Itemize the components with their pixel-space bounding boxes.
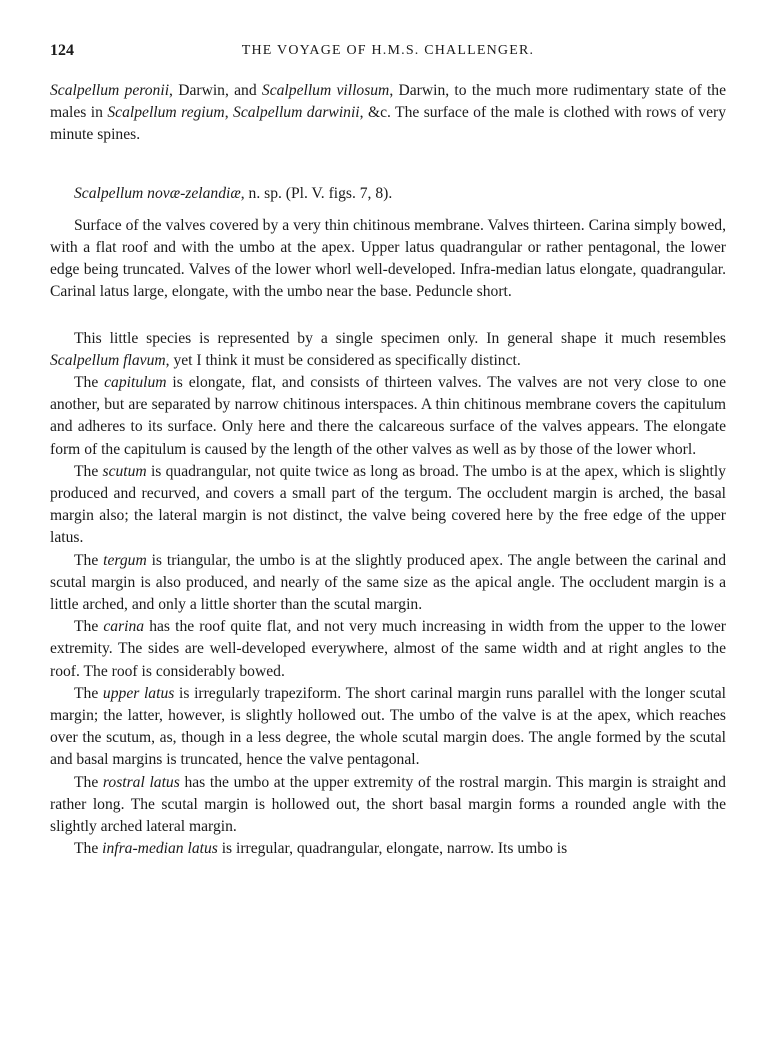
paragraph-upper-latus: The upper latus is irregularly trapeziform. The short carinal margin runs parallel with the longer scutal margin; the latter, however, is slightly hollowed out. The umbo of the valve is at the apex, which reaches over the scutum, as, though in a less degree, the whole scutal margin does. The angle formed by the scutal and basal margins is truncated, hence the valve pentagonal. (50, 684, 726, 769)
paragraph-carina: The carina has the roof quite flat, and not very much increasing in width from the upper to the lower extremity. The sides are well-developed everywhere, almost of the same width and at right angles to the roof. The roof is considerably bowed. (50, 618, 726, 680)
paragraph-tergum: The tergum is triangular, the umbo is at the slightly produced apex. The angle between the carinal and scutal margin is also produced, and nearly of the same size as the apical angle. The occludent margin is a little arched, and only a little shorter than the scutal margin. (50, 551, 726, 614)
paragraph-infra-median-latus: The infra-median latus is irregular, quadrangular, elongate, narrow. Its umbo is (74, 840, 568, 858)
page-number: 124 (50, 42, 74, 59)
species-name: Scalpellum novæ-zelandiæ (74, 184, 241, 202)
paragraph-scutum: The scutum is quadrangular, not quite twice as long as broad. The umbo is at the apex, which is slightly produced and recurved, and covers a small part of the tergum. The occludent margin is arched, the basal margin also; the lateral margin is not distinct, the valve being covered here by the free edge of the upper latus. (50, 462, 726, 547)
intro-paragraph: Scalpellum peronii, Darwin, and Scalpellum villosum, Darwin, to the much more rudimentary state of the males in Scalpellum regium, Scalpellum darwinii, &c. The surface of the male is clothed with rows of very minute spines. (50, 82, 727, 144)
page-header (50, 40, 726, 66)
paragraph-resemblance: This little species is represented by a single specimen only. In general shape it much resembles Scalpellum flavum, yet I think it must be considered as specifically distinct. (50, 329, 726, 369)
paragraph-capitulum: The capitulum is elongate, flat, and consists of thirteen valves. The valves are not very close to one another, but are separated by narrow chitinous interspaces. A thin chitinous membrane covers the capitulum and adheres to its surface. Only here and there the calcareous surface of the valves appears. The elongate form of the capitulum is caused by the length of the other valves as well as by those of the lower whorl. (50, 374, 726, 458)
diagnosis-paragraph: Surface of the valves covered by a very thin chitinous membrane. Valves thirteen. Carina simply bowed, with a flat roof and with the umbo at the apex. Upper latus quadrangular or rather pentagonal, the lower edge being truncated. Valves of the lower whorl well-developed. Infra-median latus elongate, quadrangular. Carinal latus large, elongate, with the umbo near the base. Peduncle short. (50, 216, 726, 301)
species-heading: Scalpellum novæ-zelandiæ, n. sp. (Pl. V. figs. 7, 8). (74, 184, 393, 202)
paragraph-rostral-latus: The rostral latus has the umbo at the upper extremity of the rostral margin. This margin is straight and rather long. The scutal margin is hollowed out, the short basal margin forms a rounded angle with the slightly arched lateral margin. (50, 773, 726, 836)
running-title: THE VOYAGE OF H.M.S. CHALLENGER. (241, 43, 535, 58)
